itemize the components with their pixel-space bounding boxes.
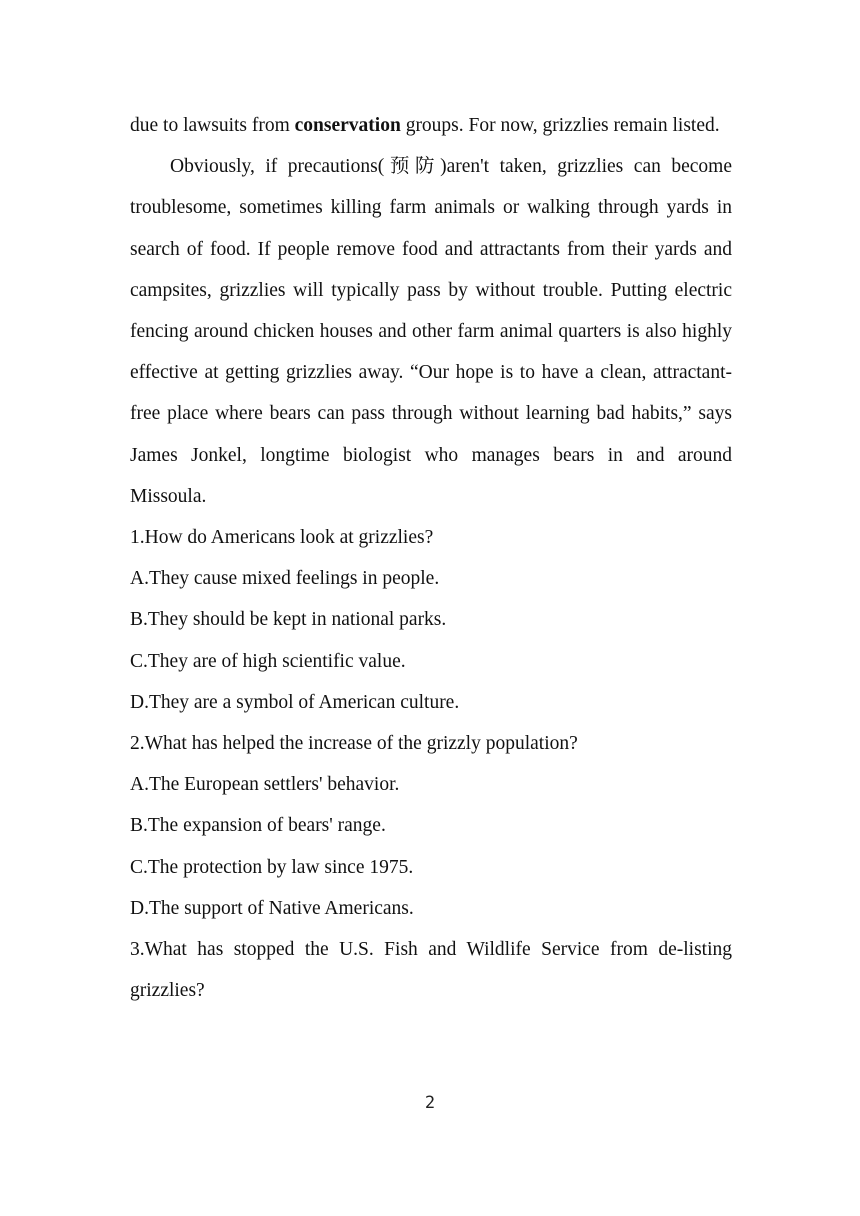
paragraph-text-before-bold: due to lawsuits from bbox=[130, 115, 295, 136]
page-content bbox=[130, 105, 732, 1011]
answer-option: A.The European settlers' behavior. bbox=[130, 774, 400, 796]
answer-option: A.They cause mixed feelings in people. bbox=[130, 568, 440, 590]
passage-paragraph-continued bbox=[130, 105, 732, 146]
question-2 bbox=[130, 723, 732, 929]
answer-option: C.They are of high scientific value. bbox=[130, 650, 406, 672]
answer-option: B.They should be kept in national parks. bbox=[130, 609, 447, 631]
question-stem: 2.What has helped the increase of the grizzly population? bbox=[130, 733, 578, 755]
question-stem: 3.What has stopped the U.S. Fish and Wildlife Service from de-listing grizzlies? bbox=[130, 939, 732, 1002]
answer-option: D.They are a symbol of American culture. bbox=[130, 691, 460, 713]
paragraph-text-after-bold: groups. For now, grizzlies remain listed. bbox=[400, 115, 720, 136]
passage-paragraph: Obviously, if precautions(预防)aren't taken, grizzlies can become troublesome, sometimes killing farm animals or walking through yards in search of food. If people remove food and attractants from their yards and campsites, grizzlies will typically pass by without trouble. Putting electric fencing around chicken houses and other farm animal quarters is also highly effective at getting grizzlies away. “Our hope is to have a clean, attractant-free place where bears can pass through without learning bad habits,” says James Jonkel, longtime biologist who manages bears in and around Missoula. bbox=[130, 156, 732, 507]
question-3 bbox=[130, 929, 732, 1011]
answer-option: B.The expansion of bears' range. bbox=[130, 815, 386, 837]
question-stem: 1.How do Americans look at grizzlies? bbox=[130, 527, 434, 549]
bold-word: conservation bbox=[294, 115, 401, 136]
answer-option: D.The support of Native Americans. bbox=[130, 897, 414, 919]
page-number: 2 bbox=[424, 1093, 436, 1113]
question-1 bbox=[130, 517, 732, 723]
answer-option: C.The protection by law since 1975. bbox=[130, 856, 414, 878]
